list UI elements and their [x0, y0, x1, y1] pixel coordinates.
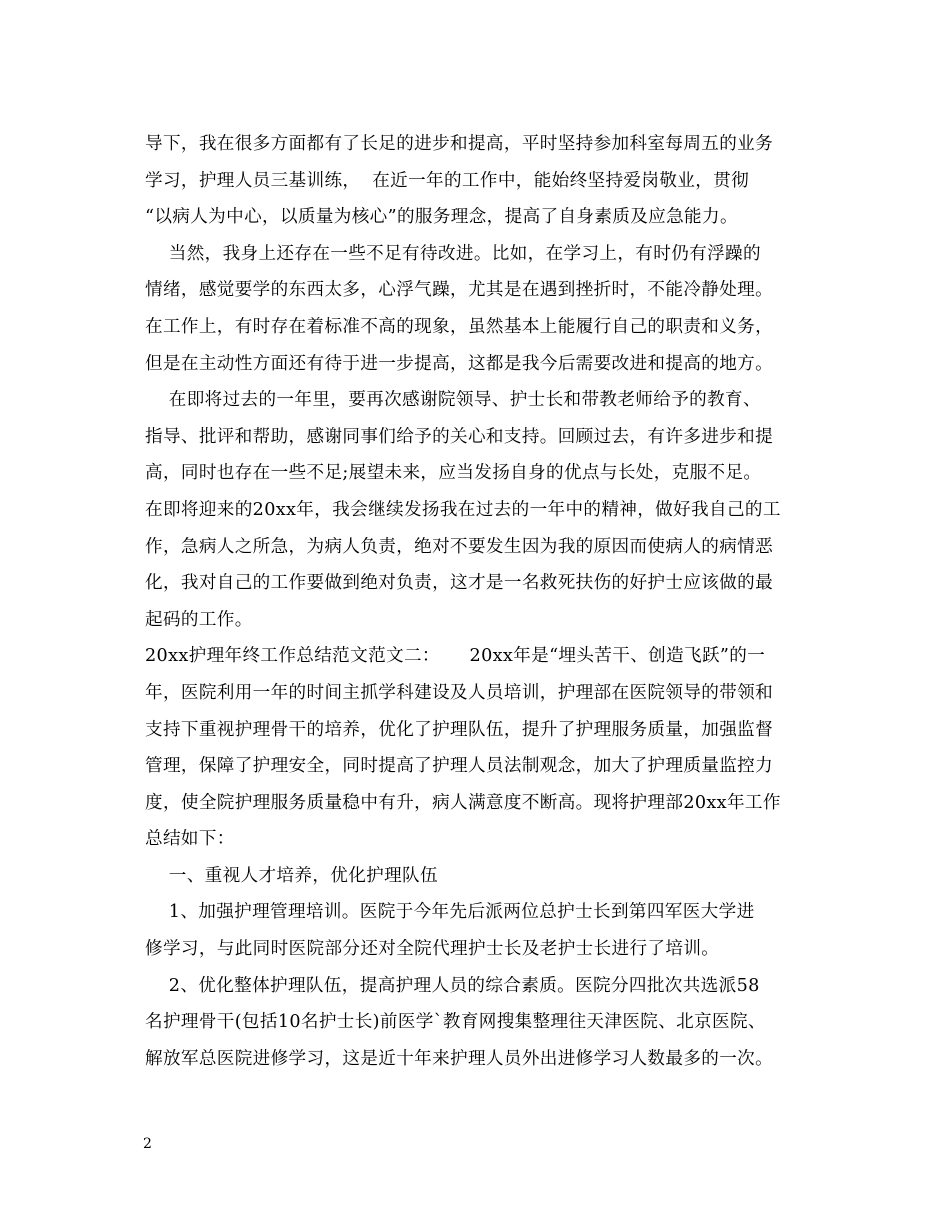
- section-heading: 一、重视人才培养，优化护理队伍: [145, 865, 438, 886]
- text-line: 当然，我身上还存在一些不足有待改进。比如，在学习上，有时仍有浮躁的: [145, 243, 761, 264]
- text-line: 但是在主动性方面还有待于进一步提高，这都是我今后需要改进和提高的地方。: [145, 353, 774, 374]
- text-line: 2、优化整体护理队伍，提高护理人员的综合素质。医院分四批次共选派58: [145, 975, 760, 996]
- text-line: 在即将过去的一年里，要再次感谢院领导、护士长和带教老师给予的教育、: [145, 390, 761, 411]
- body-text: [145, 126, 815, 1077]
- text-line: 管理，保障了护理安全，同时提高了护理人员法制观念，加大了护理质量监控力: [145, 756, 774, 777]
- page-number: 2: [143, 1136, 152, 1152]
- text-line: 在工作上，有时存在着标准不高的现象，虽然基本上能履行自己的职责和义务，: [145, 316, 774, 337]
- text-line: 导下，我在很多方面都有了长足的进步和提高，平时坚持参加科室每周五的业务: [145, 134, 774, 154]
- text-line: 总结如下：: [145, 829, 235, 850]
- text-line: 起码的工作。: [145, 609, 253, 630]
- text-line: “以病人为中心，以质量为核心”的服务理念，提高了自身素质及应急能力。: [145, 207, 738, 228]
- text-line: 1、加强护理管理培训。医院于今年先后派两位总护士长到第四军医大学进: [145, 902, 755, 923]
- text-line: 作，急病人之所急，为病人负责，绝对不要发生因为我的原因而使病人的病情恶: [145, 536, 774, 557]
- text-line: 年，医院利用一年的时间主抓学科建设及人员培训，护理部在医院领导的带领和: [145, 682, 774, 703]
- text-line: 高，同时也存在一些不足;展望未来，应当发扬自身的优点与长处，克服不足。: [145, 463, 762, 484]
- text-line: 化，我对自己的工作要做到绝对负责，这才是一名救死扶伤的好护士应该做的最: [145, 573, 774, 594]
- text-line: 学习，护理人员三基训练， 在近一年的工作中，能始终坚持爱岗敬业，贯彻: [145, 170, 750, 191]
- text-line: 修学习，与此同时医院部分还对全院代理护士长及老护士长进行了培训。: [145, 939, 720, 960]
- text-line: 20xx护理年终工作总结范文范文二： 20xx年是“埋头苦干、创造飞跃”的一: [145, 646, 766, 667]
- text-line: 指导、批评和帮助，感谢同事们给予的关心和支持。回顾过去，有许多进步和提: [145, 426, 774, 447]
- text-line: 名护理骨干(包括10名护士长)前医学`教育网搜集整理往天津医院、北京医院、: [145, 1012, 766, 1033]
- text-line: 度，使全院护理服务质量稳中有升，病人满意度不断高。现将护理部20xx年工作: [145, 792, 781, 813]
- text-line: 在即将迎来的20xx年，我会继续发扬我在过去的一年中的精神，做好我自己的工: [145, 499, 781, 520]
- text-line: 解放军总医院进修学习，这是近十年来护理人员外出进修学习人数最多的一次。: [145, 1048, 774, 1069]
- text-line: 支持下重视护理骨干的培养，优化了护理队伍，提升了护理服务质量，加强监督: [145, 719, 774, 740]
- text-line: 情绪，感觉要学的东西太多，心浮气躁，尤其是在遇到挫折时，不能冷静处理。: [145, 280, 774, 301]
